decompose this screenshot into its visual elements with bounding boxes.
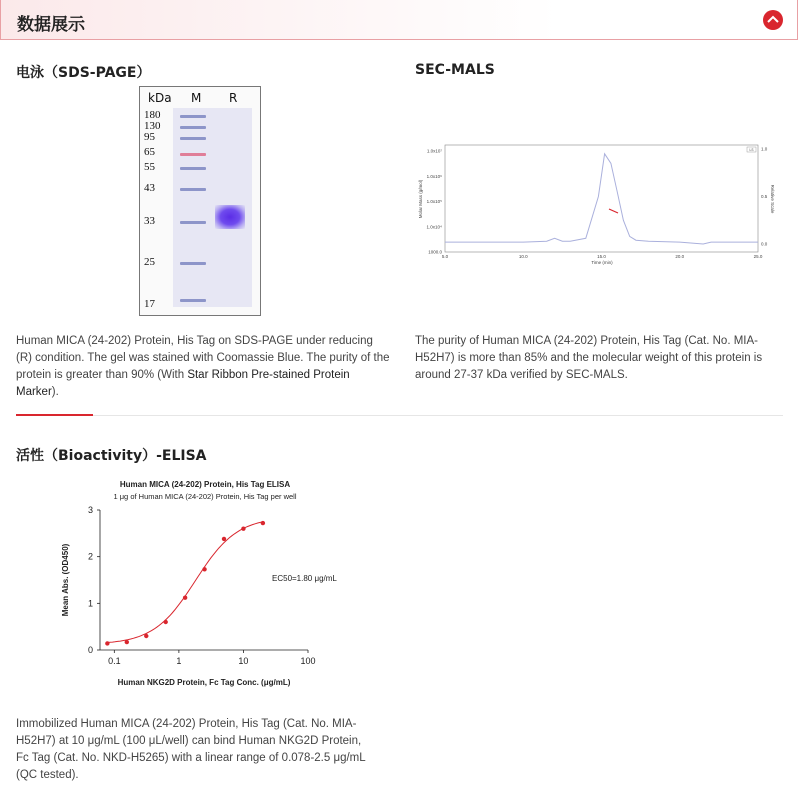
y-tick-label: 1.0x10⁴ [426,224,442,230]
data-point [183,596,187,600]
gel-header-kda: kDa [148,91,172,105]
collapse-button[interactable] [763,10,783,30]
y2-axis-label: Relative Scale [770,184,775,214]
x-tick-label: 10.0 [518,254,528,259]
sds-desc-text-end: ). [51,386,59,398]
gel-header-reducing: R [229,91,238,105]
mw-label: 95 [144,131,155,143]
marker-band [180,188,206,191]
plot-frame [445,145,758,252]
section-title: 数据展示 [17,15,85,35]
x-tick-label: 15.0 [597,254,606,259]
ec50-annotation: EC50=1.80 μg/mL [272,574,337,583]
data-point [222,537,226,541]
x-axis-label: Human NKG2D Protein, Fc Tag Conc. (μg/mL) [117,678,291,687]
elisa-chart [50,475,350,695]
marker-band [180,137,206,140]
legend-label: LS [749,148,754,152]
section-divider-accent [16,414,93,416]
mw-label: 17 [144,298,155,310]
elisa-description: Immobilized Human MICA (24-202) Protein, His Tag (Cat. No. MIA-H52H7) at 10 μg/mL (100 μL/well) can bind Human NKG2D Protein, Fc Tag (Cat. No. NKD-H5265) with a linear range of 0.078-2.5 μg/mL (QC tested). [16,718,366,781]
mw-label: 65 [144,146,155,158]
data-point [105,641,109,645]
marker-band [180,262,206,265]
chevron-up-icon [767,15,779,25]
section-header [0,0,798,40]
mw-label: 55 [144,161,155,173]
sec-mals-description: The purity of Human MICA (24-202) Protein, His Tag (Cat. No. MIA-H52H7) is more than 85% and the molecular weight of this protein is around 27-37 kDa verified by SEC-MALS. [415,335,763,381]
sds-page-title: 电泳（SDS-PAGE） [16,65,151,81]
y-tick-label: 3 [87,505,93,515]
x-tick-label: 5.0 [441,254,449,259]
sec-mals-chart [415,135,775,265]
x-tick-label: 10 [238,656,249,666]
sample-protein-band [215,205,245,229]
gel-header-marker: M [191,91,202,105]
data-point [241,526,245,530]
marker-band-reference [180,153,206,156]
marker-band [180,167,206,170]
mw-label: 180 [144,109,161,121]
y-tick-label: 1.0x10⁵ [426,199,442,204]
marker-band [180,115,206,118]
x-axis-label: Time (min) [591,260,613,265]
sds-desc-text: Human MICA (24-202) Protein, His Tag on SDS-PAGE under reducing (R) condition. The gel was stained with Coomassie Blue. The purity of the protein is greater than 90% (With [16,335,390,381]
marker-link[interactable]: Star Ribbon Pre-stained Protein Marker [16,369,350,398]
mw-label: 43 [144,182,155,194]
y-axis-label: Mean Abs. (OD450) [61,543,70,617]
x-tick-label: 20.0 [675,254,685,259]
marker-band [180,126,206,129]
y2-tick-label: 1.0 [761,146,768,152]
data-point [144,634,148,638]
y-tick-label: 1 [87,598,93,609]
sds-page-description [16,333,391,401]
x-tick-label: 1 [176,656,182,666]
y-tick-label: 1.0x10⁶ [426,173,442,179]
y-axis-label: Molar Mass (g/mol) [418,179,423,219]
elisa-title: 活性（Bioactivity）-ELISA [16,448,207,464]
y-tick-label: 1.0x10⁷ [426,148,442,154]
data-point [125,640,129,644]
y-tick-label: 2 [87,551,93,562]
x-tick-label: 25.0 [753,254,763,259]
y2-tick-label: 0.0 [761,241,768,247]
data-point [202,567,206,571]
chart-title: Human MICA (24-202) Protein, His Tag ELISA [119,480,291,489]
y-tick-label: 0 [87,645,93,655]
x-tick-label: 0.1 [108,656,121,666]
section-divider [93,415,783,416]
chart-subtitle: 1 μg of Human MICA (24-202) Protein, His Tag per well [113,492,297,501]
x-tick-label: 100 [300,656,316,666]
sds-page-gel-image [139,86,261,316]
y2-tick-label: 0.5 [761,194,768,199]
fit-curve [107,522,263,643]
mw-label: 25 [144,256,155,268]
mw-label: 33 [144,215,155,227]
data-point [164,620,168,624]
mw-label: 130 [144,120,161,132]
data-point [261,521,265,525]
y-tick-label: 1000.0 [428,249,442,255]
marker-band [180,221,206,224]
sec-mals-title: SEC-MALS [415,62,495,78]
marker-band [180,299,206,302]
